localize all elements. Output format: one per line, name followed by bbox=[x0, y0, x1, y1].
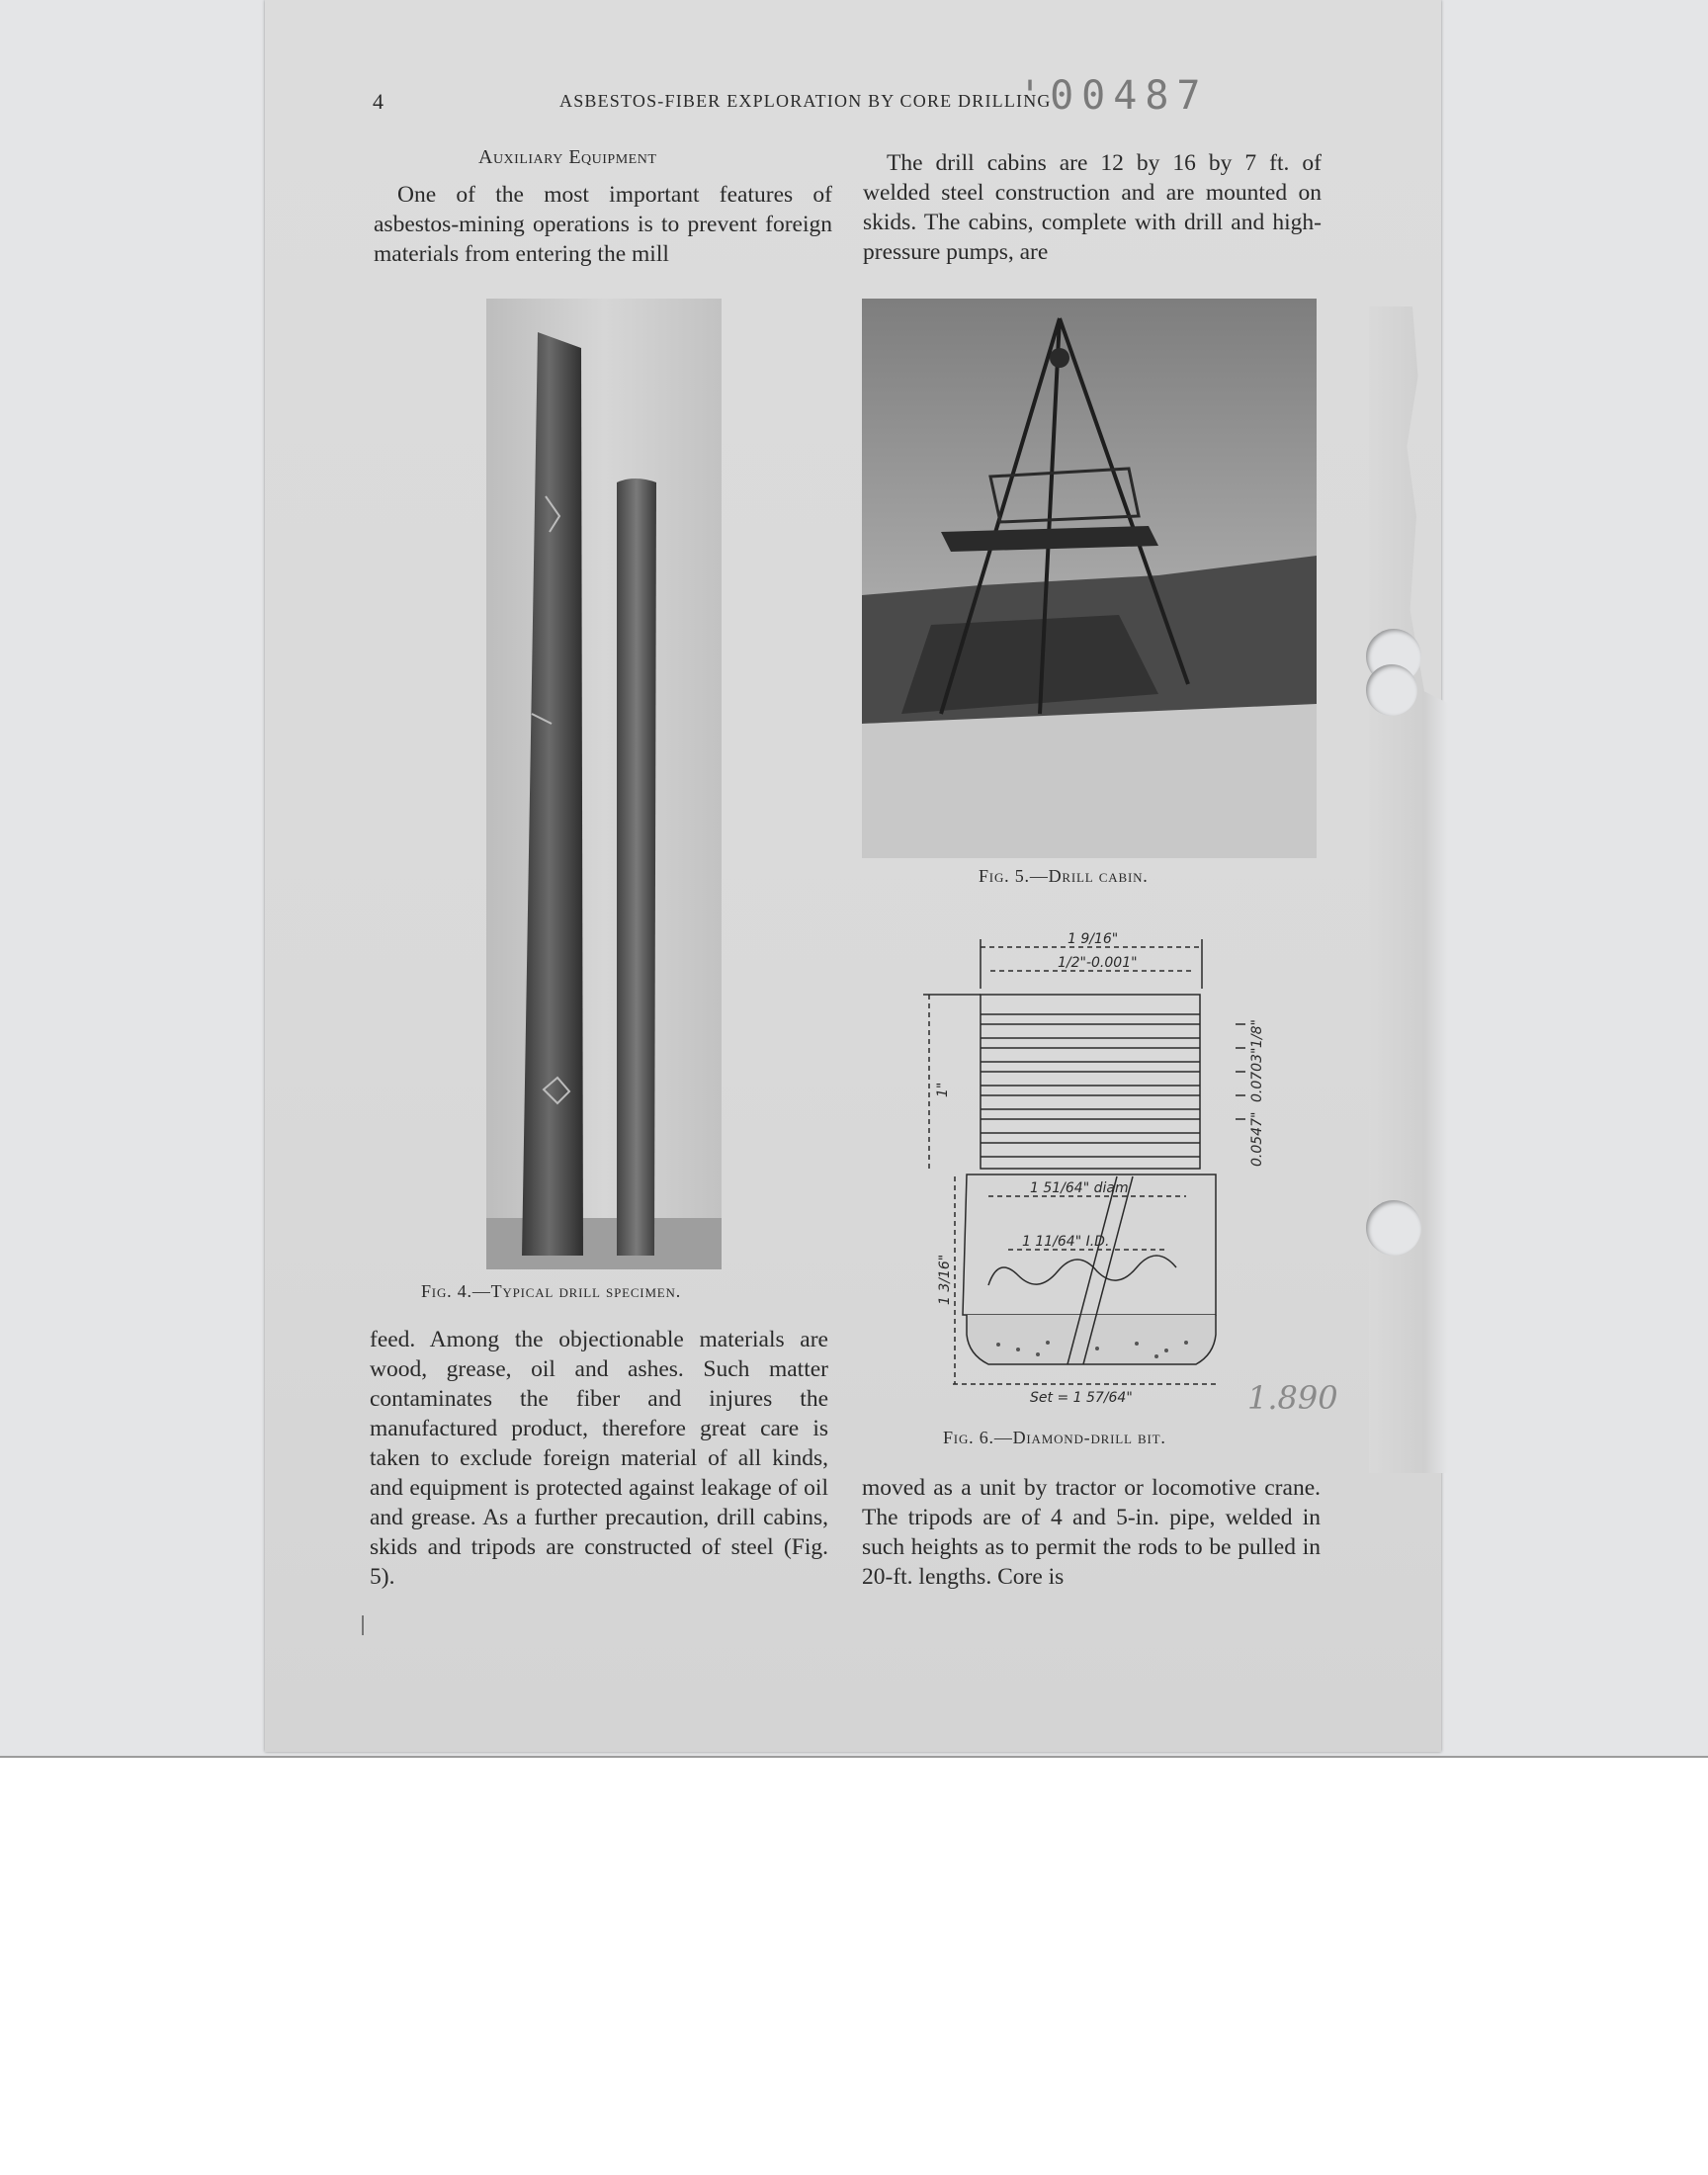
fig6-dim-thread-a: 0.0547" bbox=[1249, 1111, 1265, 1167]
archive-stamp: '00487 bbox=[1018, 73, 1209, 119]
fig6-dim-diam: 1 51/64" diam bbox=[1030, 1180, 1129, 1196]
page-number: 4 bbox=[373, 89, 384, 114]
right-top-paragraph: The drill cabins are 12 by 16 by 7 ft. of welded steel construction and are mounted on skids. The cabins, complete with drill and high-pressure pumps, are bbox=[863, 150, 1322, 265]
fig5-photo bbox=[862, 299, 1317, 858]
fig6-dim-top-inner: 1/2"-0.001" bbox=[1058, 955, 1138, 971]
left-column-bottom-text bbox=[370, 1325, 828, 1592]
fig6-dim-thread-pitch: 1/8" bbox=[1249, 1019, 1265, 1048]
right-column-bottom-text bbox=[862, 1473, 1321, 1592]
fig6-dim-side: 1 3/16" bbox=[937, 1254, 953, 1305]
left-top-paragraph: One of the most important features of asbestos-mining operations is to prevent foreign materials from entering the mill bbox=[374, 182, 832, 267]
right-column-top-text bbox=[863, 148, 1322, 267]
fig6-caption: Fig. 6.—Diamond-drill bit. bbox=[943, 1428, 1166, 1447]
fig5-caption: Fig. 5.—Drill cabin. bbox=[979, 866, 1149, 886]
fig6-dim-set: Set = 1 57/64" bbox=[1030, 1390, 1133, 1406]
drill-specimen-image bbox=[486, 299, 722, 1269]
scan-edge-line bbox=[0, 1756, 1708, 1758]
handwritten-note: 1.890 bbox=[1247, 1379, 1338, 1417]
left-column-top-text bbox=[374, 180, 832, 269]
running-head: ASBESTOS-FIBER EXPLORATION BY CORE DRILLING bbox=[559, 91, 1052, 111]
fig6-drawing bbox=[919, 929, 1295, 1424]
fig4-photo bbox=[486, 299, 722, 1269]
fig4-caption: Fig. 4.—Typical drill specimen. bbox=[421, 1281, 682, 1301]
left-bottom-paragraph: feed. Among the objectionable materials are wood, grease, oil and ashes. Such matter contaminates the fiber and injures the manufactured product, therefore great care is taken to exclude foreign material of all kinds, and equipment is protected against leakage of oil and grease. As a further precaution, drill cabins, skids and tripods are constructed of steel (Fig. 5). bbox=[370, 1327, 828, 1590]
diamond-drill-bit-diagram bbox=[919, 929, 1295, 1424]
right-bottom-paragraph: moved as a unit by tractor or locomotive crane. The tripods are of 4 and 5-in. pipe, welded in such heights as to permit the rods to be pulled in 20-ft. lengths. Core is bbox=[862, 1475, 1321, 1590]
fig6-dim-height: 1" bbox=[935, 1082, 951, 1097]
fig6-dim-id: 1 11/64" I.D. bbox=[1022, 1234, 1110, 1250]
punch-hole-top-lower bbox=[1366, 664, 1417, 716]
fig6-dim-thread-b: 0.0703" bbox=[1249, 1047, 1265, 1102]
drill-cabin-image bbox=[862, 299, 1317, 858]
margin-mark bbox=[362, 1615, 364, 1635]
section-heading: Auxiliary Equipment bbox=[478, 146, 657, 168]
punch-hole-bottom bbox=[1366, 1200, 1421, 1256]
fig6-dim-top-outer: 1 9/16" bbox=[1068, 931, 1119, 947]
